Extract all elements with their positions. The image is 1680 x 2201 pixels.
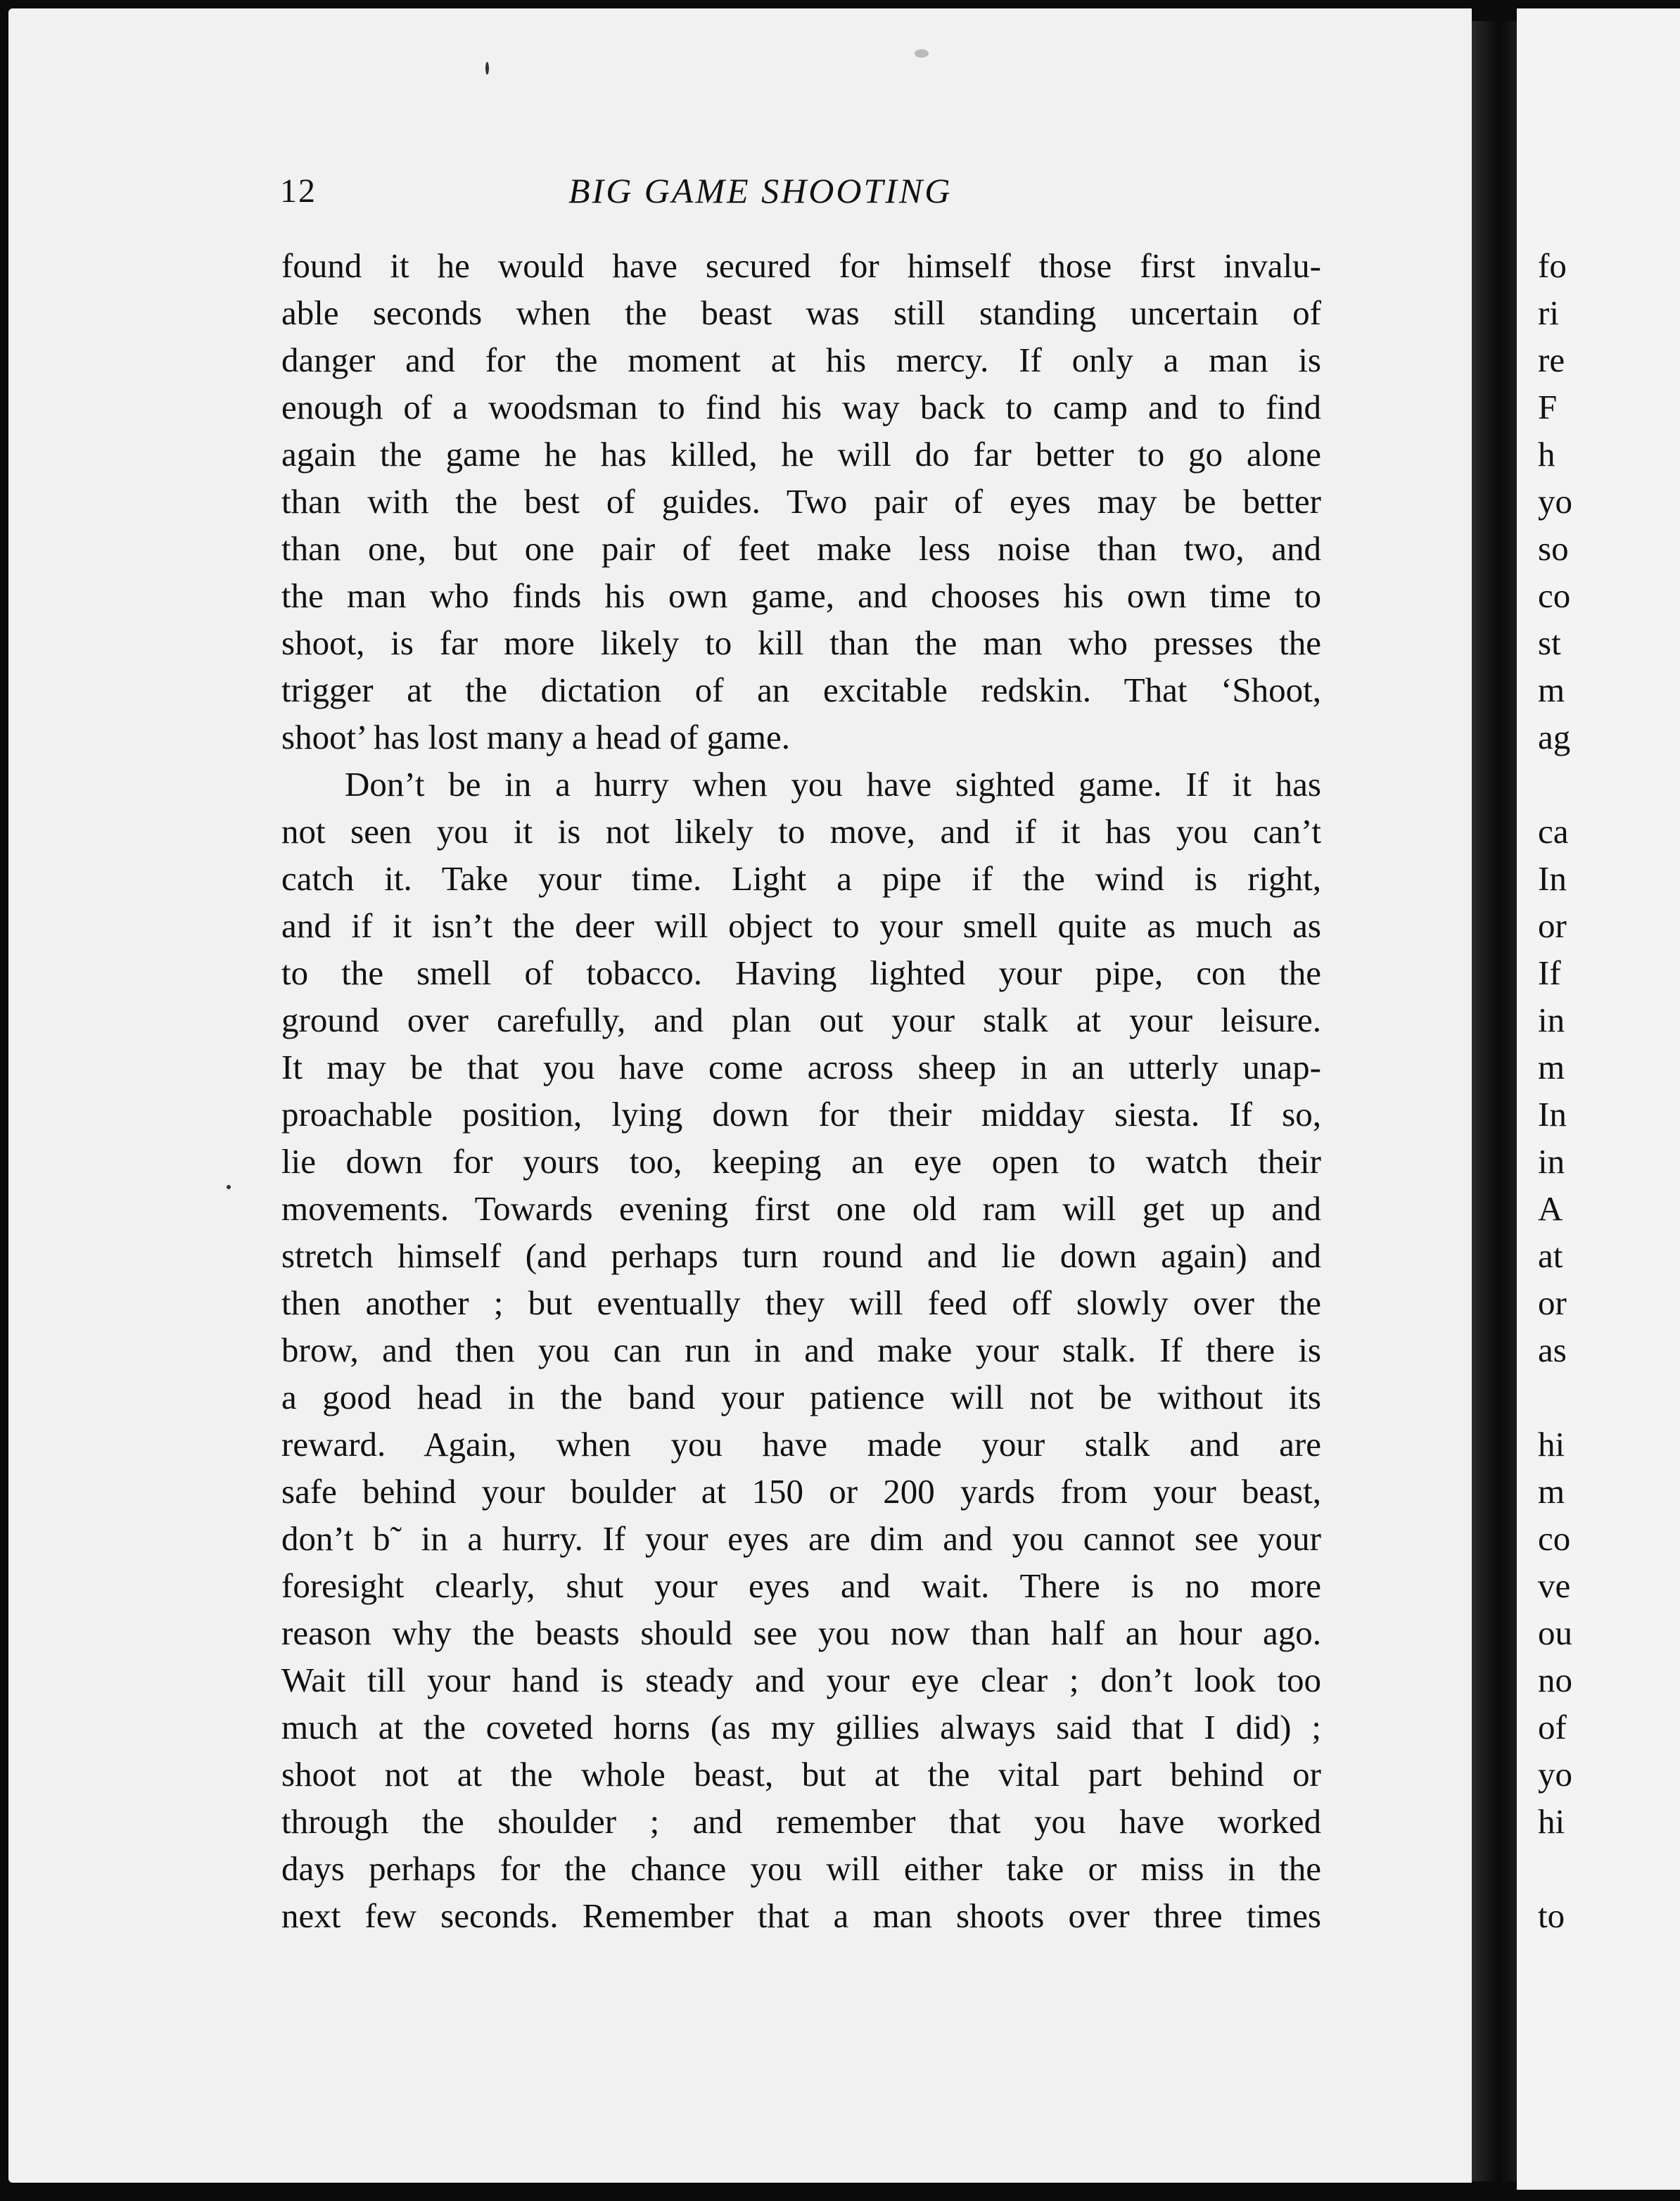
fragment-line: m (1538, 1472, 1565, 1511)
text-line: catch it. Take your time. Light a pipe if the wind is right, (281, 859, 1321, 898)
fragment-line: so (1538, 529, 1569, 568)
text-line: brow, and then you can run in and make your stalk. If there is (281, 1331, 1321, 1369)
text-line: again the game he has killed, he will do far better to go alone (281, 435, 1321, 474)
text-line: found it he would have secured for himself those first invalu- (281, 246, 1321, 285)
fragment-line: In (1538, 859, 1567, 898)
text-line: reward. Again, when you have made your stalk and are (281, 1425, 1321, 1464)
fragment-line (1538, 761, 1572, 808)
fragment-line: or (1538, 906, 1567, 945)
fragment-line: st (1538, 623, 1561, 662)
fragment-line: hi (1538, 1425, 1565, 1464)
fragment-line: fo (1538, 246, 1567, 285)
text-line: ground over carefully, and plan out your stalk at your leisure. (281, 1001, 1321, 1039)
ink-speck (915, 49, 929, 58)
fragment-line: m (1538, 671, 1565, 709)
text-line: not seen you it is not likely to move, and if it has you can’t (281, 812, 1321, 851)
text-line: the man who finds his own game, and chooses his own time to (281, 576, 1321, 615)
text-line: a good head in the band your patience will not be without its (281, 1378, 1321, 1416)
fragment-line: no (1538, 1661, 1572, 1699)
fragment-line: co (1538, 1519, 1571, 1558)
ink-speck (485, 62, 489, 75)
text-line: days perhaps for the chance you will either take or miss in the (281, 1849, 1321, 1888)
text-line: lie down for yours too, keeping an eye open to watch their (281, 1142, 1321, 1181)
text-line: enough of a woodsman to find his way back to camp and to find (281, 388, 1321, 426)
text-line: than one, but one pair of feet make less noise than two, and (281, 529, 1321, 568)
page-number: 12 (280, 172, 317, 210)
fragment-line: ag (1538, 718, 1571, 756)
text-line: It may be that you have come across sheep in an utterly unap- (281, 1048, 1321, 1086)
text-line: than with the best of guides. Two pair of eyes may be better (281, 482, 1321, 521)
text-line: proachable position, lying down for their midday siesta. If so, (281, 1095, 1321, 1134)
text-line: to the smell of tobacco. Having lighted your pipe, con the (281, 953, 1321, 992)
fragment-line (1538, 1374, 1572, 1421)
fragment-line: h (1538, 435, 1555, 474)
fragment-line: ou (1538, 1613, 1572, 1652)
fragment-line: If (1538, 953, 1561, 992)
fragment-line: co (1538, 576, 1571, 615)
fragment-line: yo (1538, 1755, 1572, 1794)
running-title: BIG GAME SHOOTING (568, 171, 953, 210)
fragment-line: m (1538, 1048, 1565, 1086)
fragment-line: A (1538, 1189, 1563, 1228)
text-line: movements. Towards evening first one old ram will get up and (281, 1189, 1321, 1228)
fragment-line: as (1538, 1331, 1567, 1369)
fragment-line: ve (1538, 1566, 1571, 1605)
text-line: safe behind your boulder at 150 or 200 yards from your beast, (281, 1472, 1321, 1511)
fragment-line: ca (1538, 812, 1569, 851)
body-text (281, 242, 1321, 1939)
text-line: foresight clearly, shut your eyes and wait. There is no more (281, 1566, 1321, 1605)
text-line: danger and for the moment at his mercy. If only a man is (281, 341, 1321, 379)
text-line: through the shoulder ; and remember that you have worked (281, 1802, 1321, 1841)
text-line: much at the coveted horns (as my gillies always said that I did) ; (281, 1708, 1321, 1746)
text-line: shoot not at the whole beast, but at the vital part behind or (281, 1755, 1321, 1794)
text-line: don’t b˜ in a hurry. If your eyes are dim and you cannot see your (281, 1519, 1321, 1558)
fragment-line: re (1538, 341, 1565, 379)
text-line: and if it isn’t the deer will object to your smell quite as much as (281, 906, 1321, 945)
text-line: then another ; but eventually they will feed off slowly over the (281, 1283, 1321, 1322)
right-page-text (1538, 242, 1572, 1939)
ink-speck (227, 1185, 231, 1189)
fragment-line: of (1538, 1708, 1567, 1746)
fragment-line: ri (1538, 293, 1559, 332)
page-header (280, 166, 1321, 215)
fragment-line: yo (1538, 482, 1572, 521)
fragment-line (1538, 1845, 1572, 1892)
text-line: next few seconds. Remember that a man shoots over three times (281, 1896, 1321, 1935)
fragment-line: F (1538, 388, 1558, 426)
text-line: able seconds when the beast was still standing uncertain of (281, 293, 1321, 332)
fragment-line: to (1538, 1896, 1565, 1935)
fragment-line: In (1538, 1095, 1567, 1134)
text-line: shoot, is far more likely to kill than the man who presses the (281, 623, 1321, 662)
fragment-line: hi (1538, 1802, 1565, 1841)
text-line: Don’t be in a hurry when you have sighted game. If it has (345, 765, 1321, 804)
fragment-line: at (1538, 1236, 1563, 1275)
fragment-line: in (1538, 1001, 1565, 1039)
fragment-line: in (1538, 1142, 1565, 1181)
text-line: trigger at the dictation of an excitable redskin. That ‘Shoot, (281, 671, 1321, 709)
text-line: stretch himself (and perhaps turn round and lie down again) and (281, 1236, 1321, 1275)
text-line: shoot’ has lost many a head of game. (281, 718, 791, 756)
fragment-line: or (1538, 1283, 1567, 1322)
text-line: Wait till your hand is steady and your eye clear ; don’t look too (281, 1661, 1321, 1699)
book-gutter (1472, 21, 1517, 2181)
text-line: reason why the beasts should see you now than half an hour ago. (281, 1613, 1321, 1652)
